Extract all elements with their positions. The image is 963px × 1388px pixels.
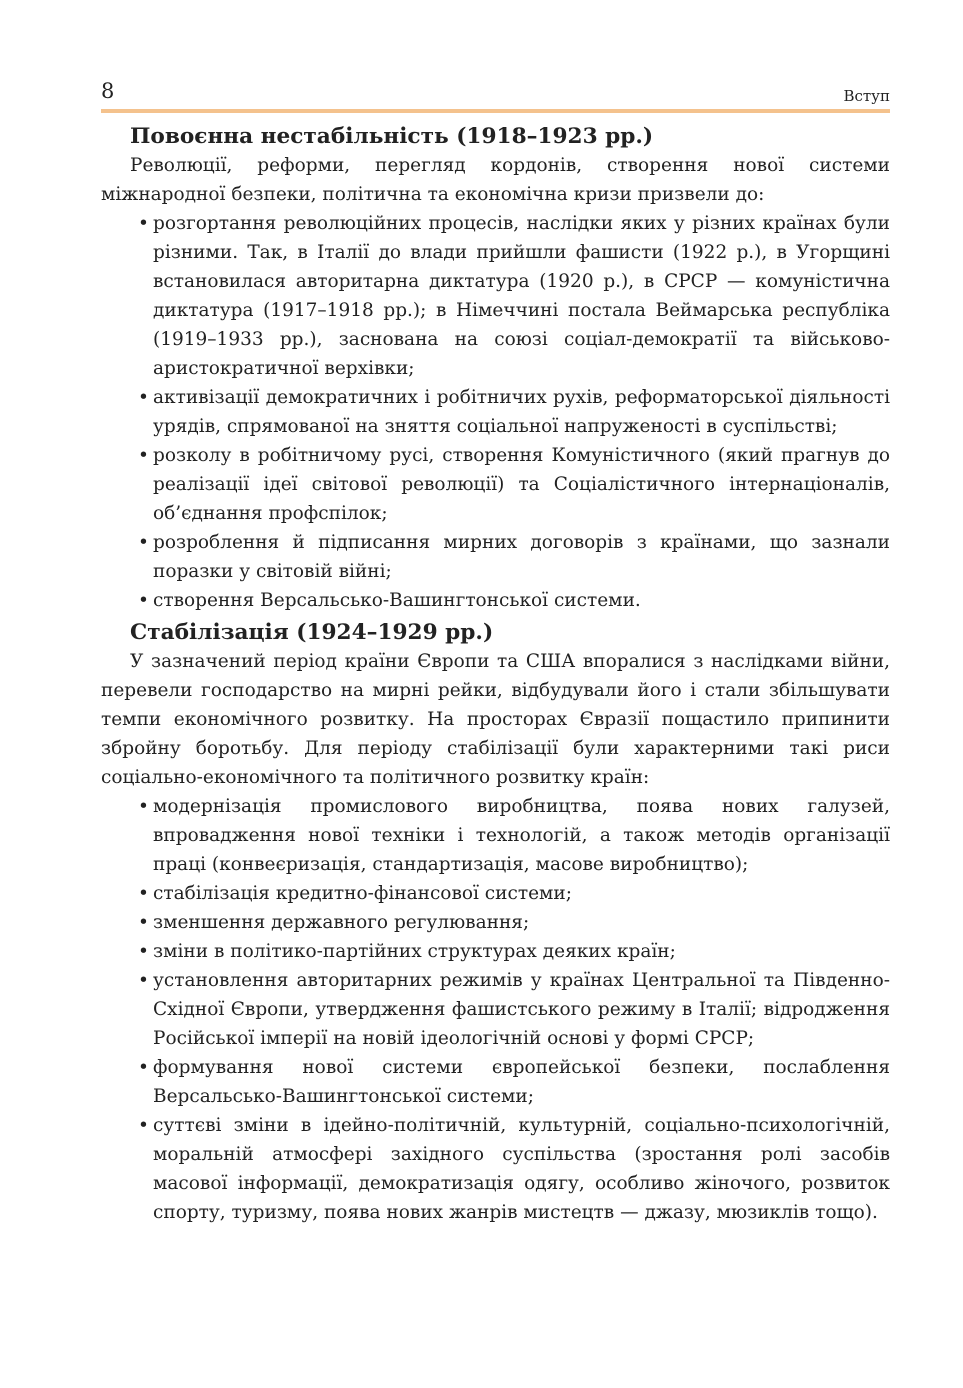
bullet-list [101, 209, 890, 615]
section-title: Повоєнна нестабільність (1918–1923 рр.) [130, 124, 654, 149]
list-item-text: суттєві зміни в ідейно-політичній, культурній, соціально-психологічній, моральній атмосфері західного суспільства (зростання ролі засобів масової інформації, демократизація одягу, особливо жіночого, розвиток спорту, туризму, поява нових жанрів мистецтв — джазу, мюзиклів тощо). [153, 1115, 890, 1223]
list-item-text: стабілізація кредитно-фінансової системи; [153, 883, 572, 904]
list-item [138, 792, 890, 879]
section-title: Стабілізація (1924–1929 рр.) [130, 620, 494, 645]
list-item-text: розроблення й підписання мирних договорів з країнами, що зазнали поразки у світовій війні; [153, 532, 890, 582]
list-item [138, 383, 890, 441]
list-item-text: формування нової системи європейської безпеки, послаблення Версальсько-Вашингтонської системи; [153, 1057, 890, 1107]
list-item [138, 209, 890, 383]
bullet-icon: • [138, 532, 149, 553]
list-item [138, 966, 890, 1053]
list-item [138, 1111, 890, 1227]
bullet-icon: • [138, 590, 149, 611]
page-body [101, 122, 890, 1227]
bullet-icon: • [138, 1115, 149, 1136]
list-item-text: активізації демократичних і робітничих рухів, реформаторської діяльності урядів, спрямованої на зняття соціальної напруженості в суспільстві; [153, 387, 890, 437]
section-intro: Революції, реформи, перегляд кордонів, створення нової системи міжнародної безпеки, політична та економічна кризи призвели до: [101, 155, 890, 205]
list-item [138, 1053, 890, 1111]
list-item-text: розколу в робітничому русі, створення Комуністичного (який прагнув до реалізації ідеї світової революції) та Соціалістичного інтернаціоналів, об’єднання профспілок; [153, 445, 890, 524]
bullet-icon: • [138, 941, 149, 962]
list-item [138, 586, 890, 615]
list-item-text: створення Версальсько-Вашингтонської системи. [153, 590, 641, 611]
list-item [138, 441, 890, 528]
list-item-text: установлення авторитарних режимів у країнах Центральної та Південно-Східної Європи, утвердження фашистського режиму в Італії; відродження Російської імперії на новій ідеологічній основі у формі СРСР; [153, 970, 890, 1049]
page-number: 8 [101, 79, 115, 103]
bullet-icon: • [138, 445, 149, 466]
bullet-icon: • [138, 912, 149, 933]
bullet-icon: • [138, 970, 149, 991]
bullet-icon: • [138, 883, 149, 904]
list-item-text: модернізація промислового виробництва, поява нових галузей, впровадження нової техніки і технологій, а також методів організації праці (конвеєризація, стандартизація, масове виробництво); [153, 796, 890, 875]
list-item [138, 879, 890, 908]
bullet-icon: • [138, 387, 149, 408]
list-item-text: розгортання революційних процесів, наслідки яких у різних країнах були різними. Так, в Італії до влади прийшли фашисти (1922 р.), в Угорщині встановилася авторитарна диктатура (1920 р.), в СРСР — комуністична диктатура (1917–1918 рр.); в Німеччині постала Веймарська республіка (1919–1933 рр.), заснована на союзі соціал-демократії та військово-аристократичної верхівки; [153, 213, 890, 379]
list-item [138, 528, 890, 586]
list-item-text: зменшення державного регулювання; [153, 912, 530, 933]
bullet-icon: • [138, 1057, 149, 1078]
section-intro: У зазначений період країни Європи та США впоралися з наслідками війни, перевели господарство на мирні рейки, відбудували його і стали збільшувати темпи економічного розвитку. На просторах Євразії пощастило припинити збройну боротьбу. Для періоду стабілізації були характерними такі риси соціально-економічного та політичного розвитку країн: [101, 651, 890, 788]
bullet-icon: • [138, 213, 149, 234]
list-item [138, 937, 890, 966]
running-head: Вступ [843, 87, 890, 105]
header-rule [101, 109, 890, 113]
bullet-list [101, 792, 890, 1227]
bullet-icon: • [138, 796, 149, 817]
list-item [138, 908, 890, 937]
list-item-text: зміни в політико-партійних структурах деяких країн; [153, 941, 676, 962]
